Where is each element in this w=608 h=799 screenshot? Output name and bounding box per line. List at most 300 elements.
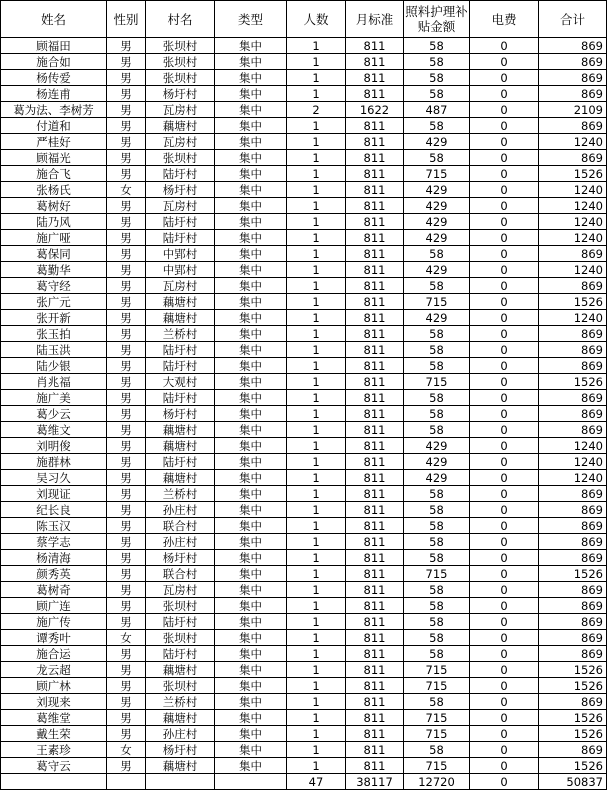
cell-electricity: 0: [470, 694, 539, 710]
cell-name: 施合运: [1, 646, 107, 662]
cell-name: 葛为法、李树芳: [1, 102, 107, 118]
cell-total: 869: [539, 342, 607, 358]
cell-total: 869: [539, 614, 607, 630]
cell-total: 1526: [539, 662, 607, 678]
cell-village: 孙庄村: [146, 726, 215, 742]
cell-people: 1: [287, 678, 346, 694]
cell-people: 1: [287, 342, 346, 358]
cell-care-subsidy: 58: [404, 694, 470, 710]
cell-electricity: 0: [470, 70, 539, 86]
cell-care-subsidy: 715: [404, 566, 470, 582]
cell-gender: 女: [107, 182, 146, 198]
table-row: [1, 262, 607, 278]
cell-monthly-standard: 811: [346, 166, 404, 182]
cell-monthly-standard: 811: [346, 710, 404, 726]
cell-gender: 男: [107, 518, 146, 534]
cell-care-subsidy: 58: [404, 630, 470, 646]
cell-village: 瓦房村: [146, 278, 215, 294]
cell-care-subsidy: 58: [404, 278, 470, 294]
cell-village: 藕塘村: [146, 662, 215, 678]
cell-gender: 男: [107, 86, 146, 102]
cell-type: 集中: [215, 614, 287, 630]
table-row: [1, 246, 607, 262]
cell-village: 大观村: [146, 374, 215, 390]
table-row: [1, 454, 607, 470]
table-row: [1, 678, 607, 694]
cell-monthly-standard: 811: [346, 390, 404, 406]
cell-village: 张坝村: [146, 598, 215, 614]
table-row: [1, 486, 607, 502]
cell-name: 顾福光: [1, 150, 107, 166]
table-row: [1, 582, 607, 598]
cell-village: 张坝村: [146, 630, 215, 646]
cell-type: 集中: [215, 102, 287, 118]
cell-electricity: 0: [470, 374, 539, 390]
cell-electricity: 0: [470, 438, 539, 454]
table-row: [1, 742, 607, 758]
cell-gender: 男: [107, 54, 146, 70]
cell-gender: 男: [107, 278, 146, 294]
total-monthly-standard: 38117: [346, 774, 404, 790]
cell-type: 集中: [215, 598, 287, 614]
table-row: [1, 358, 607, 374]
cell-gender: 男: [107, 726, 146, 742]
cell-type: 集中: [215, 214, 287, 230]
cell-care-subsidy: 58: [404, 118, 470, 134]
cell-electricity: 0: [470, 246, 539, 262]
cell-name: 肖兆福: [1, 374, 107, 390]
cell-total: 869: [539, 246, 607, 262]
cell-name: 谭秀叶: [1, 630, 107, 646]
cell-electricity: 0: [470, 614, 539, 630]
cell-total: 1526: [539, 166, 607, 182]
cell-name: 葛守经: [1, 278, 107, 294]
cell-type: 集中: [215, 758, 287, 774]
cell-care-subsidy: 58: [404, 70, 470, 86]
cell-electricity: 0: [470, 278, 539, 294]
cell-name: 陈玉汉: [1, 518, 107, 534]
table-row: [1, 102, 607, 118]
cell-care-subsidy: 715: [404, 758, 470, 774]
cell-type: 集中: [215, 150, 287, 166]
cell-people: 1: [287, 230, 346, 246]
cell-people: 1: [287, 742, 346, 758]
cell-electricity: 0: [470, 358, 539, 374]
cell-total: 869: [539, 630, 607, 646]
table-row: [1, 166, 607, 182]
cell-care-subsidy: 58: [404, 518, 470, 534]
cell-electricity: 0: [470, 102, 539, 118]
cell-monthly-standard: 811: [346, 630, 404, 646]
cell-type: 集中: [215, 326, 287, 342]
cell-people: 1: [287, 598, 346, 614]
cell-type: 集中: [215, 582, 287, 598]
cell-type: 集中: [215, 406, 287, 422]
cell-total: 1526: [539, 758, 607, 774]
cell-electricity: 0: [470, 678, 539, 694]
header-total: 合计: [539, 1, 607, 38]
cell-people: 1: [287, 134, 346, 150]
cell-village: 联合村: [146, 518, 215, 534]
cell-gender: 男: [107, 678, 146, 694]
cell-gender: 男: [107, 358, 146, 374]
cell-care-subsidy: 58: [404, 54, 470, 70]
cell-village: 陆圩村: [146, 214, 215, 230]
cell-name: 葛树好: [1, 198, 107, 214]
cell-gender: 男: [107, 614, 146, 630]
cell-village: 杨圩村: [146, 550, 215, 566]
cell-electricity: 0: [470, 294, 539, 310]
cell-type: 集中: [215, 182, 287, 198]
total-village: [146, 774, 215, 790]
cell-care-subsidy: 429: [404, 230, 470, 246]
table-row: [1, 198, 607, 214]
cell-type: 集中: [215, 646, 287, 662]
cell-electricity: 0: [470, 662, 539, 678]
cell-electricity: 0: [470, 214, 539, 230]
table-row: [1, 150, 607, 166]
cell-total: 869: [539, 150, 607, 166]
cell-village: 陆圩村: [146, 390, 215, 406]
cell-monthly-standard: 811: [346, 614, 404, 630]
cell-village: 张坝村: [146, 38, 215, 54]
cell-people: 1: [287, 406, 346, 422]
cell-care-subsidy: 58: [404, 614, 470, 630]
cell-gender: 男: [107, 406, 146, 422]
cell-village: 中郢村: [146, 262, 215, 278]
table-row: [1, 566, 607, 582]
cell-monthly-standard: 1622: [346, 102, 404, 118]
table-row: [1, 630, 607, 646]
table-row: [1, 726, 607, 742]
cell-total: 869: [539, 118, 607, 134]
cell-electricity: 0: [470, 518, 539, 534]
cell-village: 兰桥村: [146, 326, 215, 342]
cell-type: 集中: [215, 550, 287, 566]
cell-care-subsidy: 58: [404, 342, 470, 358]
cell-care-subsidy: 715: [404, 294, 470, 310]
total-type: [215, 774, 287, 790]
cell-gender: 男: [107, 598, 146, 614]
cell-electricity: 0: [470, 118, 539, 134]
cell-gender: 男: [107, 118, 146, 134]
cell-electricity: 0: [470, 470, 539, 486]
cell-people: 1: [287, 198, 346, 214]
cell-name: 施群林: [1, 454, 107, 470]
total-electricity: 0: [470, 774, 539, 790]
cell-electricity: 0: [470, 182, 539, 198]
cell-village: 陆圩村: [146, 342, 215, 358]
cell-type: 集中: [215, 374, 287, 390]
cell-care-subsidy: 487: [404, 102, 470, 118]
cell-total: 1240: [539, 454, 607, 470]
cell-monthly-standard: 811: [346, 134, 404, 150]
cell-people: 1: [287, 662, 346, 678]
cell-name: 顾广林: [1, 678, 107, 694]
cell-type: 集中: [215, 694, 287, 710]
cell-monthly-standard: 811: [346, 182, 404, 198]
cell-name: 陆少银: [1, 358, 107, 374]
cell-name: 张玉拍: [1, 326, 107, 342]
cell-monthly-standard: 811: [346, 342, 404, 358]
cell-name: 葛少云: [1, 406, 107, 422]
cell-name: 施广哑: [1, 230, 107, 246]
cell-total: 869: [539, 534, 607, 550]
cell-gender: 男: [107, 758, 146, 774]
cell-type: 集中: [215, 454, 287, 470]
cell-electricity: 0: [470, 550, 539, 566]
cell-electricity: 0: [470, 150, 539, 166]
table-row: [1, 614, 607, 630]
cell-monthly-standard: 811: [346, 694, 404, 710]
table-row: [1, 694, 607, 710]
cell-type: 集中: [215, 358, 287, 374]
cell-monthly-standard: 811: [346, 550, 404, 566]
cell-people: 1: [287, 614, 346, 630]
cell-total: 869: [539, 646, 607, 662]
cell-people: 1: [287, 214, 346, 230]
cell-monthly-standard: 811: [346, 662, 404, 678]
cell-people: 1: [287, 758, 346, 774]
cell-monthly-standard: 811: [346, 582, 404, 598]
cell-village: 张坝村: [146, 678, 215, 694]
cell-gender: 男: [107, 694, 146, 710]
cell-gender: 男: [107, 38, 146, 54]
cell-village: 藕塘村: [146, 758, 215, 774]
table-row: [1, 310, 607, 326]
cell-care-subsidy: 58: [404, 406, 470, 422]
cell-monthly-standard: 811: [346, 470, 404, 486]
cell-monthly-standard: 811: [346, 758, 404, 774]
table-row: [1, 470, 607, 486]
cell-people: 1: [287, 118, 346, 134]
cell-total: 1240: [539, 262, 607, 278]
cell-name: 葛维堂: [1, 710, 107, 726]
cell-gender: 男: [107, 470, 146, 486]
cell-electricity: 0: [470, 534, 539, 550]
cell-village: 藕塘村: [146, 710, 215, 726]
cell-type: 集中: [215, 246, 287, 262]
cell-village: 瓦房村: [146, 134, 215, 150]
cell-total: 869: [539, 278, 607, 294]
cell-village: 藕塘村: [146, 438, 215, 454]
cell-village: 藕塘村: [146, 294, 215, 310]
cell-type: 集中: [215, 86, 287, 102]
cell-type: 集中: [215, 662, 287, 678]
cell-care-subsidy: 58: [404, 422, 470, 438]
cell-care-subsidy: 429: [404, 262, 470, 278]
cell-people: 1: [287, 710, 346, 726]
cell-type: 集中: [215, 502, 287, 518]
cell-care-subsidy: 429: [404, 310, 470, 326]
cell-name: 杨连甫: [1, 86, 107, 102]
cell-name: 施广美: [1, 390, 107, 406]
cell-name: 葛树奇: [1, 582, 107, 598]
cell-village: 藕塘村: [146, 118, 215, 134]
cell-care-subsidy: 715: [404, 678, 470, 694]
cell-people: 1: [287, 630, 346, 646]
cell-monthly-standard: 811: [346, 406, 404, 422]
cell-total: 869: [539, 326, 607, 342]
cell-total: 869: [539, 390, 607, 406]
table-row: [1, 70, 607, 86]
cell-village: 瓦房村: [146, 198, 215, 214]
cell-gender: 男: [107, 230, 146, 246]
cell-name: 刘明俊: [1, 438, 107, 454]
cell-care-subsidy: 58: [404, 502, 470, 518]
cell-electricity: 0: [470, 502, 539, 518]
cell-electricity: 0: [470, 758, 539, 774]
cell-total: 1526: [539, 678, 607, 694]
cell-gender: 男: [107, 342, 146, 358]
cell-people: 1: [287, 390, 346, 406]
cell-people: 2: [287, 102, 346, 118]
cell-total: 869: [539, 550, 607, 566]
cell-type: 集中: [215, 54, 287, 70]
cell-care-subsidy: 58: [404, 390, 470, 406]
cell-monthly-standard: 811: [346, 230, 404, 246]
cell-village: 瓦房村: [146, 102, 215, 118]
cell-total: 869: [539, 54, 607, 70]
cell-name: 付道和: [1, 118, 107, 134]
cell-electricity: 0: [470, 310, 539, 326]
cell-village: 杨圩村: [146, 182, 215, 198]
cell-village: 张坝村: [146, 150, 215, 166]
total-care-subsidy: 12720: [404, 774, 470, 790]
cell-type: 集中: [215, 422, 287, 438]
cell-monthly-standard: 811: [346, 294, 404, 310]
cell-village: 杨圩村: [146, 742, 215, 758]
table-row: [1, 134, 607, 150]
cell-monthly-standard: 811: [346, 534, 404, 550]
cell-name: 张开新: [1, 310, 107, 326]
cell-total: 869: [539, 502, 607, 518]
table-row: [1, 326, 607, 342]
table-row: [1, 390, 607, 406]
cell-total: 869: [539, 70, 607, 86]
table-row: [1, 230, 607, 246]
cell-gender: 男: [107, 150, 146, 166]
table-row: [1, 278, 607, 294]
cell-care-subsidy: 429: [404, 198, 470, 214]
cell-gender: 男: [107, 454, 146, 470]
cell-village: 联合村: [146, 566, 215, 582]
header-row: [1, 1, 607, 38]
cell-name: 蔡学志: [1, 534, 107, 550]
cell-people: 1: [287, 326, 346, 342]
cell-people: 1: [287, 262, 346, 278]
table-row: [1, 502, 607, 518]
cell-gender: 男: [107, 294, 146, 310]
cell-type: 集中: [215, 166, 287, 182]
header-village: 村名: [146, 1, 215, 38]
cell-name: 杨清海: [1, 550, 107, 566]
cell-gender: 男: [107, 102, 146, 118]
cell-type: 集中: [215, 262, 287, 278]
totals-row: [1, 774, 607, 790]
cell-total: 869: [539, 598, 607, 614]
cell-people: 1: [287, 70, 346, 86]
cell-village: 孙庄村: [146, 502, 215, 518]
cell-monthly-standard: 811: [346, 38, 404, 54]
cell-monthly-standard: 811: [346, 454, 404, 470]
cell-type: 集中: [215, 710, 287, 726]
cell-village: 陆圩村: [146, 166, 215, 182]
cell-type: 集中: [215, 438, 287, 454]
cell-care-subsidy: 715: [404, 710, 470, 726]
cell-people: 1: [287, 358, 346, 374]
table-row: [1, 118, 607, 134]
table-row: [1, 54, 607, 70]
cell-name: 葛维文: [1, 422, 107, 438]
cell-total: 869: [539, 86, 607, 102]
cell-people: 1: [287, 726, 346, 742]
cell-electricity: 0: [470, 710, 539, 726]
cell-people: 1: [287, 182, 346, 198]
cell-care-subsidy: 58: [404, 742, 470, 758]
cell-total: 869: [539, 742, 607, 758]
cell-electricity: 0: [470, 598, 539, 614]
cell-total: 1240: [539, 134, 607, 150]
cell-total: 869: [539, 406, 607, 422]
cell-care-subsidy: 429: [404, 470, 470, 486]
total-gender: [107, 774, 146, 790]
cell-type: 集中: [215, 726, 287, 742]
cell-electricity: 0: [470, 262, 539, 278]
cell-care-subsidy: 58: [404, 550, 470, 566]
table-row: [1, 38, 607, 54]
cell-monthly-standard: 811: [346, 86, 404, 102]
cell-monthly-standard: 811: [346, 310, 404, 326]
cell-type: 集中: [215, 70, 287, 86]
cell-village: 陆圩村: [146, 358, 215, 374]
cell-type: 集中: [215, 310, 287, 326]
cell-gender: 男: [107, 486, 146, 502]
cell-electricity: 0: [470, 198, 539, 214]
cell-name: 吴习久: [1, 470, 107, 486]
cell-name: 刘现来: [1, 694, 107, 710]
cell-total: 869: [539, 486, 607, 502]
cell-people: 1: [287, 502, 346, 518]
cell-monthly-standard: 811: [346, 742, 404, 758]
cell-monthly-standard: 811: [346, 486, 404, 502]
header-type: 类型: [215, 1, 287, 38]
cell-people: 1: [287, 374, 346, 390]
cell-gender: 男: [107, 550, 146, 566]
cell-monthly-standard: 811: [346, 198, 404, 214]
cell-electricity: 0: [470, 630, 539, 646]
cell-name: 张广元: [1, 294, 107, 310]
cell-electricity: 0: [470, 566, 539, 582]
cell-total: 2109: [539, 102, 607, 118]
cell-gender: 男: [107, 70, 146, 86]
cell-monthly-standard: 811: [346, 326, 404, 342]
cell-name: 刘现证: [1, 486, 107, 502]
cell-care-subsidy: 58: [404, 326, 470, 342]
cell-care-subsidy: 715: [404, 166, 470, 182]
cell-electricity: 0: [470, 406, 539, 422]
cell-name: 张杨氏: [1, 182, 107, 198]
cell-electricity: 0: [470, 582, 539, 598]
cell-name: 严桂好: [1, 134, 107, 150]
cell-monthly-standard: 811: [346, 278, 404, 294]
cell-electricity: 0: [470, 38, 539, 54]
cell-name: 杨传爱: [1, 70, 107, 86]
cell-gender: 男: [107, 262, 146, 278]
cell-type: 集中: [215, 566, 287, 582]
cell-care-subsidy: 58: [404, 486, 470, 502]
cell-care-subsidy: 429: [404, 214, 470, 230]
